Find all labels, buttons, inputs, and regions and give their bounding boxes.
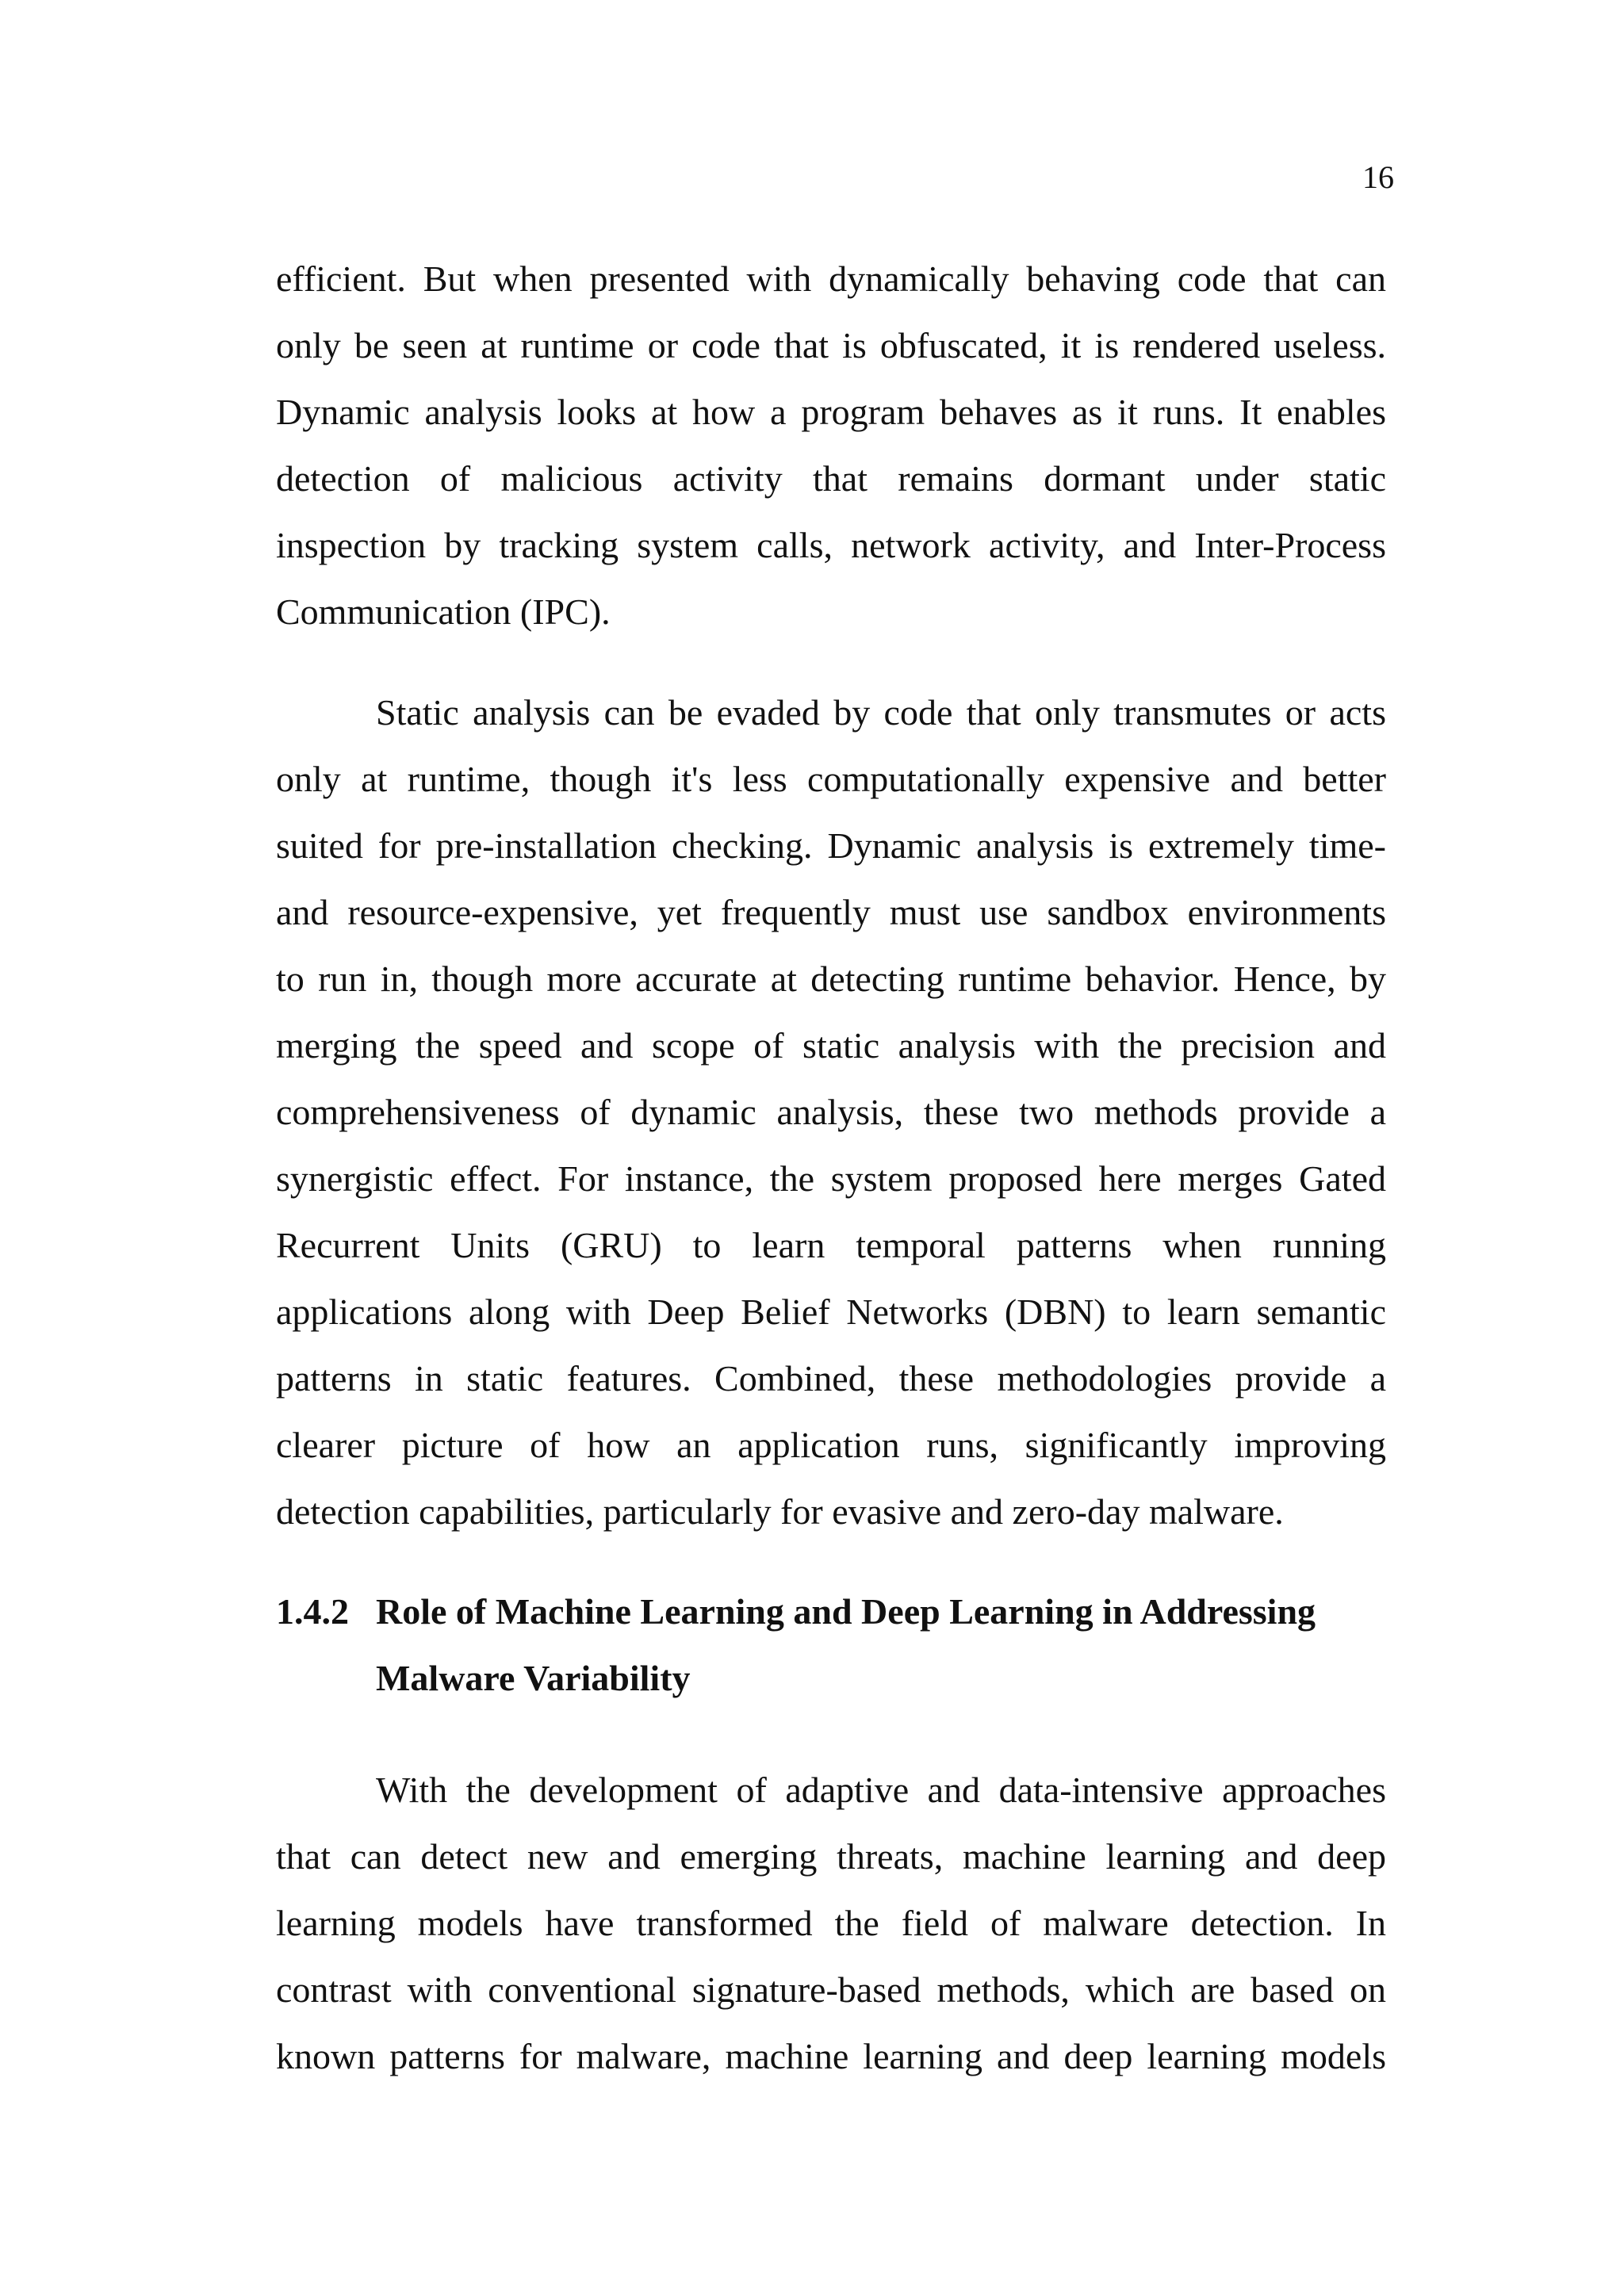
paragraph-line: patterns in static features. Combined, these methodologies provide a	[276, 1358, 1386, 1399]
page-number: 16	[1362, 159, 1394, 195]
paragraph-2	[276, 679, 1386, 1545]
paragraph-line: inspection by tracking system calls, network activity, and Inter-Process	[276, 525, 1386, 565]
paragraph-line: Recurrent Units (GRU) to learn temporal patterns when running	[276, 1225, 1386, 1265]
paragraph-1	[276, 246, 1386, 645]
paragraph-line: detection of malicious activity that remains dormant under static	[276, 458, 1386, 499]
section-heading	[276, 1578, 1386, 1712]
paragraph-line: learning models have transformed the field of malware detection. In	[276, 1903, 1386, 1943]
paragraph-line: Static analysis can be evaded by code that only transmutes or acts	[376, 692, 1386, 733]
section-number: 1.4.2	[276, 1591, 349, 1632]
paragraph-line: clearer picture of how an application runs, significantly improving	[276, 1425, 1386, 1465]
paragraph-3	[276, 1757, 1386, 2090]
paragraph-line: contrast with conventional signature-based methods, which are based on	[276, 1969, 1386, 2010]
section-title-line-1: Role of Machine Learning and Deep Learning in Addressing	[376, 1591, 1316, 1632]
paragraph-line: comprehensiveness of dynamic analysis, these two methods provide a	[276, 1092, 1386, 1132]
paragraph-line: that can detect new and emerging threats, machine learning and deep	[276, 1836, 1386, 1877]
paragraph-line: suited for pre-installation checking. Dynamic analysis is extremely time-	[276, 825, 1386, 866]
section-title-line-2: Malware Variability	[376, 1658, 691, 1698]
paragraph-line: merging the speed and scope of static analysis with the precision and	[276, 1025, 1386, 1066]
paragraph-line: Communication (IPC).	[276, 591, 611, 632]
paragraph-line: applications along with Deep Belief Networks (DBN) to learn semantic	[276, 1292, 1386, 1332]
paragraph-line: Dynamic analysis looks at how a program behaves as it runs. It enables	[276, 392, 1386, 432]
paragraph-line: known patterns for malware, machine learning and deep learning models	[276, 2036, 1386, 2076]
paragraph-line: efficient. But when presented with dynamically behaving code that can	[276, 258, 1386, 299]
paragraph-line: synergistic effect. For instance, the system proposed here merges Gated	[276, 1158, 1386, 1199]
paragraph-line: only be seen at runtime or code that is obfuscated, it is rendered useless.	[276, 325, 1386, 365]
paragraph-line: detection capabilities, particularly for evasive and zero-day malware.	[276, 1491, 1284, 1532]
paragraph-line: to run in, though more accurate at detecting runtime behavior. Hence, by	[276, 959, 1386, 999]
paragraph-line: With the development of adaptive and data-intensive approaches	[376, 1770, 1386, 1810]
paragraph-line: only at runtime, though it's less computationally expensive and better	[276, 759, 1386, 799]
paragraph-line: and resource-expensive, yet frequently must use sandbox environments	[276, 892, 1386, 932]
